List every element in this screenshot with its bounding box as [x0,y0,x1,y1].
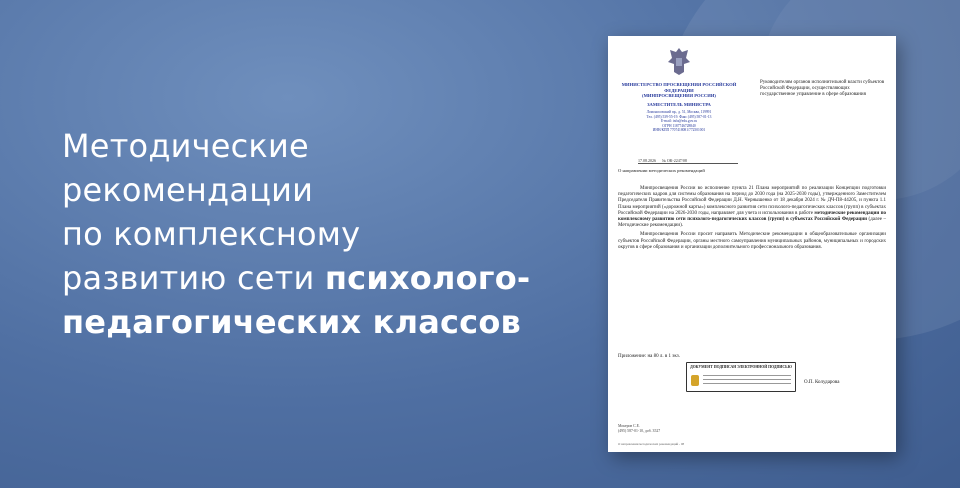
headline-line-3: по комплексному [62,215,361,253]
headline-line-4-regular: развитию сети [62,259,325,297]
executor-phone: (495) 587-01-10, доб. 3527 [618,428,661,433]
address-line: Тел. (495) 539-55-19. Факс (495) 587-01-13 [646,114,712,119]
stamp-details [703,375,791,386]
body-paragraph-2: Минпросвещения России просит направить Методические рекомендации в общеобразовательные организации субъектов Российской Федерации, органы местного самоуправления муниципальных районов, муниципальных и городских округов в сфере образования и организации дополнительного профессионального образования. [618,232,886,250]
deputy-title: ЗАМЕСТИТЕЛЬ МИНИСТРА [647,101,711,107]
headline [62,124,582,344]
headline-line-4 [62,256,582,300]
body-paragraph-1 [618,186,886,229]
stamp-title: ДОКУМЕНТ ПОДПИСАН ЭЛЕКТРОННОЙ ПОДПИСЬЮ [690,365,792,369]
recipient-block: Руководителям органов исполнительной власти субъектов Российской Федерации, осуществляющих государственное управление в сфере образования [760,80,885,97]
headline-line-1: Методические [62,127,309,165]
address-line: E-mail: info@edu.gov.ru [661,119,697,124]
body-paragraph-1-text: Минпросвещения России во исполнение пункта 21 Плана мероприятий по реализации Концепции подготовки педагогических кадров для системы образования на период до 2030 года (на 2025-2030 годы), утвержденного Заместителем Председателя Правительства Российской Федерации Д.Н. Чернышенко от 18 декабря 2024 г. № ДЧ-П8-44205, и пункта 1.1 Плана мероприятий («дорожной карты») комплексного развития сети психолого-педагогических классов (групп) в субъектах Российской Федерации на 2026-2030 годы, направляет для учета и использования в работе [618,186,886,216]
address-line: ИНН/КПП 7707418081/772501001 [652,128,706,132]
document-number: № ОК-2247/08 [662,158,687,163]
headline-line-5-bold: педагогических классов [62,303,521,341]
ministry-name: МИНИСТЕРСТВО ПРОСВЕЩЕНИЯ РОССИЙСКОЙ ФЕДЕРАЦИИ [621,82,737,93]
document-subject: О направлении методических рекомендаций [618,168,705,173]
ministry-address [620,110,738,132]
coat-of-arms-icon [666,46,692,76]
document-footer: О направлении методических рекомендаций - 08 [618,442,685,446]
body-paragraph-1-end: (далее – Методические рекомендации). [618,217,887,229]
headline-line-2: рекомендации [62,171,314,209]
executor-name: Мокеров С.Е. [618,424,640,428]
body-paragraph-1-bold: методические рекомендации по комплексному развитию сети психолого-педагогических классов (групп) в субъектах Российской Федерации [618,210,886,223]
stamp-emblem-icon [691,375,699,386]
attachment-note: Приложение: на 80 л. в 1 экз. [618,354,680,359]
electronic-signature-stamp [686,362,796,392]
reference-line [638,158,738,164]
address-line: Ломоносовский пр., д. 51, Москва, 119991 [646,110,712,115]
ministry-short-name: (МИНПРОСВЕЩЕНИЯ РОССИИ) [642,93,716,99]
signer-name: О.П. Колударова [804,380,840,385]
document-page [608,36,896,452]
headline-line-4-bold: психолого- [324,259,531,297]
ministry-header [620,82,738,132]
document-date: 17.08.2026 [638,158,656,163]
headline-line-5 [62,300,582,344]
address-line: ОГРН 1187746728840 [662,123,696,128]
executor-info [618,424,660,433]
document-body [618,186,886,254]
